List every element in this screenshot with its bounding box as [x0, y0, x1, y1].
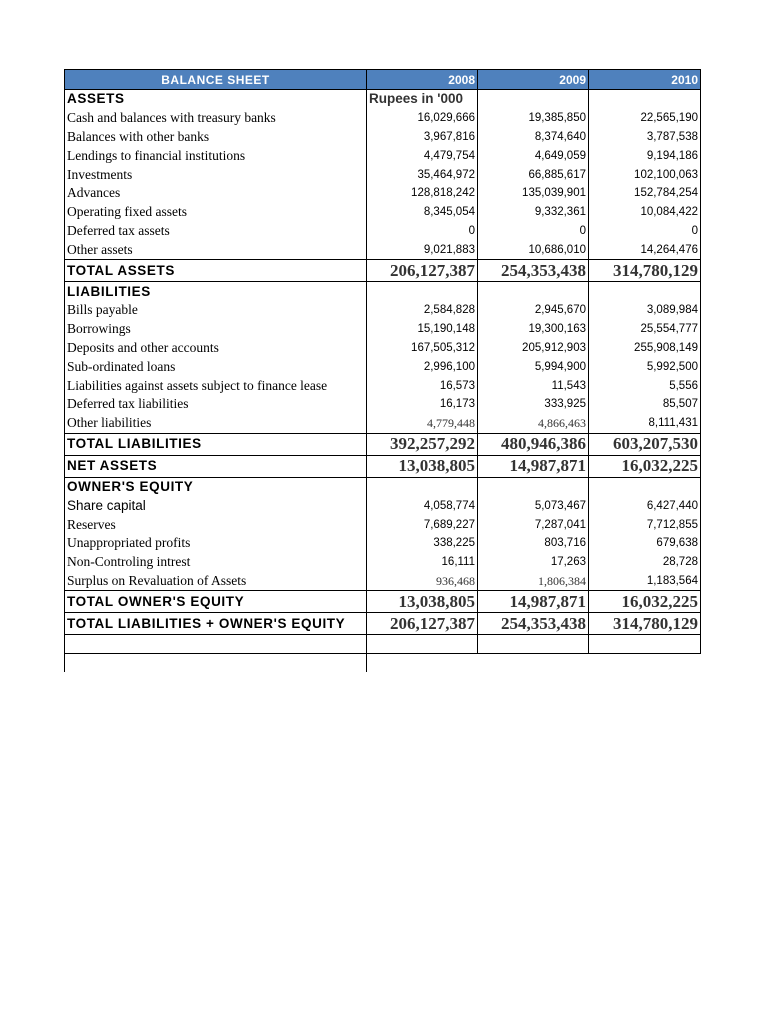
table-cell[interactable] — [478, 90, 589, 109]
assets-heading-row — [65, 90, 701, 109]
row-label[interactable]: Bills payable — [65, 301, 367, 320]
value-cell-2008[interactable]: 4,779,448 — [367, 414, 478, 433]
table-cell[interactable] — [367, 282, 478, 301]
empty-row — [65, 635, 701, 654]
value-cell-2008[interactable]: 338,225 — [367, 534, 478, 553]
row-label[interactable]: Reserves — [65, 515, 367, 534]
total-assets-label[interactable]: TOTAL ASSETS — [65, 260, 367, 282]
table-row — [65, 339, 701, 358]
value-cell-2008[interactable]: 4,479,754 — [367, 146, 478, 165]
value-cell-2010[interactable]: 679,638 — [589, 534, 701, 553]
net-assets-2008[interactable]: 13,038,805 — [367, 455, 478, 477]
value-cell-2009[interactable]: 19,385,850 — [478, 109, 589, 128]
table-row — [65, 109, 701, 128]
table-cell[interactable] — [478, 282, 589, 301]
value-cell-2010[interactable]: 3,787,538 — [589, 128, 701, 147]
table-row — [65, 128, 701, 147]
table-cell[interactable] — [589, 477, 701, 496]
value-cell-2010[interactable]: 7,712,855 — [589, 515, 701, 534]
value-cell-2008[interactable]: 128,818,242 — [367, 184, 478, 203]
value-cell-2009[interactable]: 11,543 — [478, 376, 589, 395]
value-cell-2010[interactable]: 0 — [589, 222, 701, 241]
total-equity-2008[interactable]: 13,038,805 — [367, 591, 478, 613]
row-label[interactable]: Share capital — [65, 496, 367, 515]
row-label[interactable]: Advances — [65, 184, 367, 203]
row-label[interactable]: Non-Controling intrest — [65, 553, 367, 572]
total-liabilities-label[interactable]: TOTAL LIABILITIES — [65, 433, 367, 455]
value-cell-2010[interactable]: 85,507 — [589, 395, 701, 414]
value-cell-2010[interactable]: 25,554,777 — [589, 320, 701, 339]
value-cell-2008[interactable]: 0 — [367, 222, 478, 241]
row-label[interactable]: Balances with other banks — [65, 128, 367, 147]
value-cell-2010[interactable]: 3,089,984 — [589, 301, 701, 320]
row-label[interactable]: Other assets — [65, 240, 367, 259]
grand-total-label[interactable]: TOTAL LIABILITIES + OWNER'S EQUITY — [65, 613, 367, 635]
table-row — [65, 515, 701, 534]
assets-rows — [65, 109, 701, 260]
balance-sheet-table — [64, 69, 701, 672]
table-row — [65, 203, 701, 222]
row-label[interactable]: Deposits and other accounts — [65, 339, 367, 358]
value-cell-2009[interactable]: 9,332,361 — [478, 203, 589, 222]
sheet-title[interactable]: BALANCE SHEET — [65, 70, 367, 90]
value-cell-2010[interactable]: 5,992,500 — [589, 357, 701, 376]
value-cell-2008[interactable]: 936,468 — [367, 572, 478, 591]
table-cell[interactable] — [478, 654, 589, 673]
value-cell-2008[interactable]: 9,021,883 — [367, 240, 478, 259]
value-cell-2010[interactable]: 8,111,431 — [589, 414, 701, 433]
value-cell-2008[interactable]: 16,573 — [367, 376, 478, 395]
net-assets-label[interactable]: NET ASSETS — [65, 455, 367, 477]
row-label[interactable]: Liabilities against assets subject to finance lease — [65, 376, 367, 395]
row-label[interactable]: Deferred tax liabilities — [65, 395, 367, 414]
total-liabilities-row — [65, 433, 701, 455]
value-cell-2010[interactable]: 5,556 — [589, 376, 701, 395]
grand-total-row — [65, 613, 701, 635]
table-cell[interactable] — [589, 282, 701, 301]
row-label[interactable]: Borrowings — [65, 320, 367, 339]
grand-total-2008[interactable]: 206,127,387 — [367, 613, 478, 635]
total-liabilities-2008[interactable]: 392,257,292 — [367, 433, 478, 455]
table-row — [65, 414, 701, 433]
row-label[interactable]: Surplus on Revaluation of Assets — [65, 572, 367, 591]
value-cell-2009[interactable]: 8,374,640 — [478, 128, 589, 147]
value-cell-2010[interactable]: 10,084,422 — [589, 203, 701, 222]
value-cell-2010[interactable]: 102,100,063 — [589, 165, 701, 184]
table-row — [65, 320, 701, 339]
value-cell-2009[interactable]: 0 — [478, 222, 589, 241]
value-cell-2009[interactable]: 5,994,900 — [478, 357, 589, 376]
value-cell-2010[interactable]: 14,264,476 — [589, 240, 701, 259]
value-cell-2010[interactable]: 28,728 — [589, 553, 701, 572]
net-assets-2009[interactable]: 14,987,871 — [478, 455, 589, 477]
table-row — [65, 357, 701, 376]
grand-total-2010[interactable]: 314,780,129 — [589, 613, 701, 635]
table-row — [65, 301, 701, 320]
total-assets-2009[interactable]: 254,353,438 — [478, 260, 589, 282]
value-cell-2010[interactable]: 255,908,149 — [589, 339, 701, 358]
value-cell-2008[interactable]: 16,173 — [367, 395, 478, 414]
table-cell[interactable] — [367, 654, 478, 673]
year-header-2010[interactable]: 2010 — [589, 70, 701, 90]
value-cell-2010[interactable]: 9,194,186 — [589, 146, 701, 165]
total-equity-label[interactable]: TOTAL OWNER'S EQUITY — [65, 591, 367, 613]
table-cell[interactable] — [367, 477, 478, 496]
table-cell[interactable] — [65, 654, 367, 673]
table-cell[interactable] — [478, 477, 589, 496]
value-cell-2008[interactable]: 15,190,148 — [367, 320, 478, 339]
value-cell-2008[interactable]: 167,505,312 — [367, 339, 478, 358]
value-cell-2008[interactable]: 16,111 — [367, 553, 478, 572]
value-cell-2009[interactable]: 10,686,010 — [478, 240, 589, 259]
value-cell-2009[interactable]: 803,716 — [478, 534, 589, 553]
row-label[interactable]: Unappropriated profits — [65, 534, 367, 553]
value-cell-2009[interactable]: 5,073,467 — [478, 496, 589, 515]
value-cell-2009[interactable]: 4,649,059 — [478, 146, 589, 165]
value-cell-2010[interactable]: 152,784,254 — [589, 184, 701, 203]
table-cell[interactable] — [589, 90, 701, 109]
value-cell-2009[interactable]: 66,885,617 — [478, 165, 589, 184]
row-label[interactable]: Lendings to financial institutions — [65, 146, 367, 165]
table-cell[interactable] — [367, 635, 478, 654]
grand-total-2009[interactable]: 254,353,438 — [478, 613, 589, 635]
total-assets-2008[interactable]: 206,127,387 — [367, 260, 478, 282]
value-cell-2010[interactable]: 6,427,440 — [589, 496, 701, 515]
value-cell-2009[interactable]: 1,806,384 — [478, 572, 589, 591]
table-row — [65, 184, 701, 203]
total-liabilities-2009[interactable]: 480,946,386 — [478, 433, 589, 455]
section-heading-assets[interactable]: ASSETS — [65, 90, 367, 109]
value-cell-2009[interactable]: 19,300,163 — [478, 320, 589, 339]
value-cell-2008[interactable]: 16,029,666 — [367, 109, 478, 128]
value-cell-2009[interactable]: 135,039,901 — [478, 184, 589, 203]
value-cell-2008[interactable]: 2,996,100 — [367, 357, 478, 376]
row-label[interactable]: Operating fixed assets — [65, 203, 367, 222]
value-cell-2010[interactable]: 1,183,564 — [589, 572, 701, 591]
table-row — [65, 572, 701, 591]
table-row — [65, 534, 701, 553]
value-cell-2008[interactable]: 7,689,227 — [367, 515, 478, 534]
total-assets-2010[interactable]: 314,780,129 — [589, 260, 701, 282]
table-row — [65, 146, 701, 165]
value-cell-2009[interactable]: 17,263 — [478, 553, 589, 572]
header-row — [65, 70, 701, 90]
value-cell-2009[interactable]: 7,287,041 — [478, 515, 589, 534]
year-header-2008[interactable]: 2008 — [367, 70, 478, 90]
total-equity-2009[interactable]: 14,987,871 — [478, 591, 589, 613]
value-cell-2008[interactable]: 8,345,054 — [367, 203, 478, 222]
table-cell[interactable] — [589, 654, 701, 673]
row-label[interactable]: Investments — [65, 165, 367, 184]
table-row — [65, 553, 701, 572]
table-row — [65, 240, 701, 259]
unit-label[interactable]: Rupees in '000 — [367, 90, 478, 109]
value-cell-2009[interactable]: 333,925 — [478, 395, 589, 414]
value-cell-2010[interactable]: 22,565,190 — [589, 109, 701, 128]
row-label[interactable]: Other liabilities — [65, 414, 367, 433]
net-assets-2010[interactable]: 16,032,225 — [589, 455, 701, 477]
row-label[interactable]: Deferred tax assets — [65, 222, 367, 241]
total-assets-row — [65, 260, 701, 282]
value-cell-2008[interactable]: 3,967,816 — [367, 128, 478, 147]
liabilities-heading-row — [65, 282, 701, 301]
table-cell[interactable] — [478, 635, 589, 654]
table-row — [65, 496, 701, 515]
table-cell[interactable] — [589, 635, 701, 654]
value-cell-2008[interactable]: 2,584,828 — [367, 301, 478, 320]
total-equity-row — [65, 591, 701, 613]
value-cell-2009[interactable]: 205,912,903 — [478, 339, 589, 358]
value-cell-2008[interactable]: 35,464,972 — [367, 165, 478, 184]
table-cell[interactable] — [65, 635, 367, 654]
table-row — [65, 222, 701, 241]
table-row — [65, 376, 701, 395]
value-cell-2009[interactable]: 4,866,463 — [478, 414, 589, 433]
value-cell-2009[interactable]: 2,945,670 — [478, 301, 589, 320]
equity-rows — [65, 496, 701, 590]
table-row — [65, 165, 701, 184]
equity-heading-row — [65, 477, 701, 496]
table-row — [65, 395, 701, 414]
net-assets-row — [65, 455, 701, 477]
section-heading-equity[interactable]: OWNER'S EQUITY — [65, 477, 367, 496]
row-label[interactable]: Cash and balances with treasury banks — [65, 109, 367, 128]
row-label[interactable]: Sub-ordinated loans — [65, 357, 367, 376]
section-heading-liabilities[interactable]: LIABILITIES — [65, 282, 367, 301]
liabilities-rows — [65, 301, 701, 433]
total-liabilities-2010[interactable]: 603,207,530 — [589, 433, 701, 455]
total-equity-2010[interactable]: 16,032,225 — [589, 591, 701, 613]
empty-row — [65, 654, 701, 673]
value-cell-2008[interactable]: 4,058,774 — [367, 496, 478, 515]
year-header-2009[interactable]: 2009 — [478, 70, 589, 90]
